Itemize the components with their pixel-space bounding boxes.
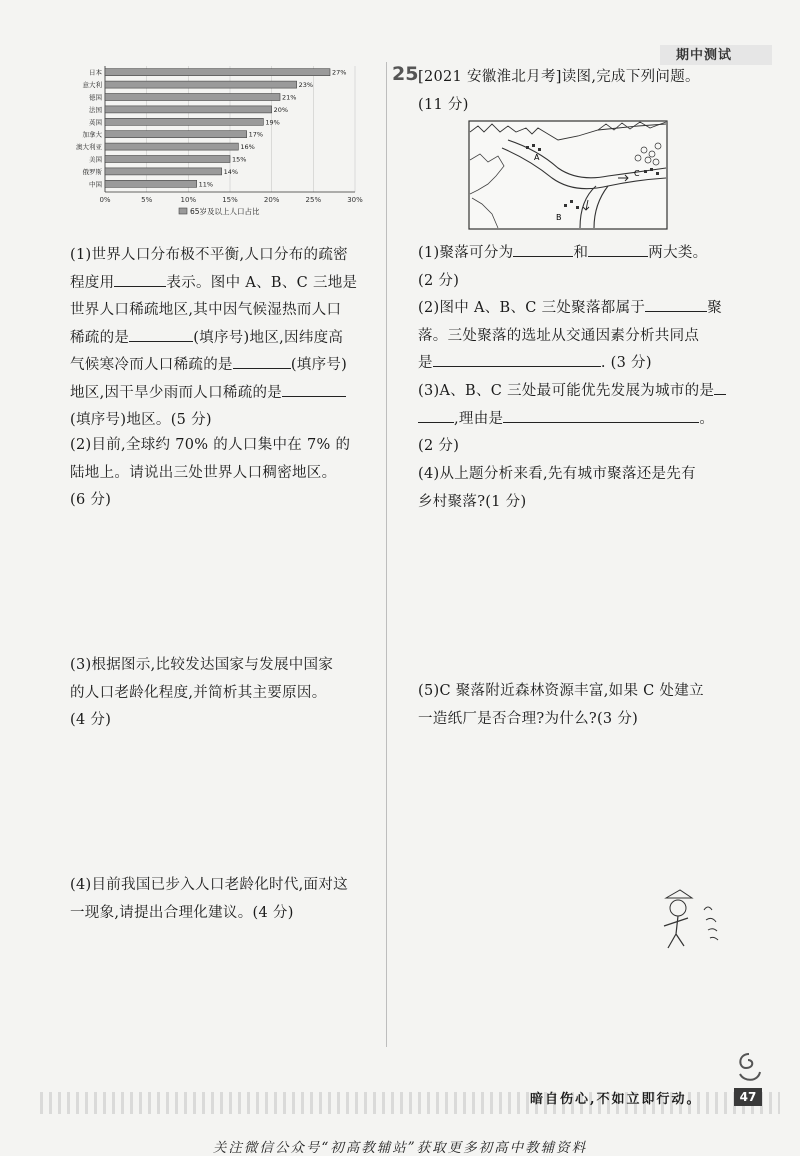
r-q2-l1a: (2)图中 A、B、C 三处聚落都属于	[418, 300, 646, 316]
chart-category-label: 德国	[89, 93, 102, 102]
chart-value-label: 23%	[298, 81, 314, 90]
q1-line5-a: 气候寒冷而人口稀疏的是	[70, 357, 233, 373]
aging-bar-chart	[75, 62, 375, 230]
motto-text: 暗自伤心,不如立即行动。	[530, 1092, 702, 1107]
chart-legend-label: 65岁及以上人口占比	[190, 207, 260, 216]
q1-line6-a: 地区,因干旱少雨而人口稀疏的是	[70, 384, 283, 401]
r-q2-blank-1[interactable]	[645, 295, 707, 312]
chart-bar	[105, 131, 247, 138]
r-q3-l2b: 。	[699, 410, 715, 427]
chart-value-label: 16%	[240, 143, 255, 152]
right-q3	[418, 378, 726, 461]
r-q2-l3b: . (3 分)	[600, 355, 652, 371]
chart-svg	[75, 62, 375, 230]
right-q1	[418, 240, 707, 295]
right-q4	[418, 461, 696, 516]
r-q1-blank-1[interactable]	[513, 240, 573, 257]
chart-x-tick-label: 10%	[180, 196, 197, 204]
footer-note: 关注微信公众号“初高教辅站”获取更多初高中教辅资料	[212, 1140, 588, 1156]
q1-line5	[70, 352, 357, 380]
chart-category-label: 日本	[89, 68, 102, 77]
question-source: [2021 安徽淮北月考]读图,完成下列问题。	[418, 69, 700, 85]
q1-blank-3[interactable]	[233, 352, 291, 369]
chart-category-label: 意大利	[82, 81, 102, 90]
q1-line1: (1)世界人口分布极不平衡,人口分布的疏密	[70, 247, 348, 263]
chart-x-tick-label: 0%	[99, 196, 111, 204]
column-divider	[386, 62, 387, 1047]
chart-category-label: 美国	[89, 155, 102, 164]
chart-bar	[105, 106, 272, 113]
map-label-b: B	[556, 213, 562, 222]
left-q2	[70, 432, 350, 515]
q1-line7: (填序号)地区。(5 分)	[70, 412, 212, 428]
chart-x-tick-label: 20%	[263, 196, 280, 204]
r-q3-line2	[418, 406, 726, 434]
cartoon-figure-image	[656, 888, 728, 950]
left-q1	[70, 242, 357, 435]
chart-category-label: 法国	[89, 105, 102, 114]
chart-value-label: 17%	[248, 130, 264, 139]
r-q1-score: (2 分)	[418, 272, 460, 289]
q1-blank-4[interactable]	[282, 380, 346, 397]
r-q2-line3	[418, 350, 722, 378]
chart-x-tick-label: 25%	[305, 196, 322, 204]
r-q2-line2: 落。三处聚落的选址从交通因素分析共同点	[418, 327, 700, 344]
chart-bar	[105, 168, 222, 175]
map-label-a: A	[534, 153, 540, 162]
r-q3-blank-1[interactable]	[418, 406, 454, 423]
q1-line2	[70, 270, 357, 298]
question-number: 25	[392, 63, 419, 85]
r-q2-blank-2[interactable]	[433, 350, 601, 367]
r-q3-score: (2 分)	[418, 438, 460, 454]
map-label-c: C	[634, 169, 640, 178]
chart-legend-swatch	[179, 208, 187, 214]
chart-category-label: 加拿大	[82, 130, 102, 139]
q2-line1: (2)目前,全球约 70% 的人口集中在 7% 的	[70, 437, 351, 453]
q1-blank-1[interactable]	[114, 270, 166, 287]
r-q3-l1: (3)A、B、C 三处最可能优先发展为城市的是	[418, 383, 715, 399]
q1-line2-a: 程度用	[70, 274, 115, 291]
chart-value-label: 21%	[282, 93, 297, 102]
r-q2-l1b: 聚	[707, 300, 722, 316]
r-q1-b: 和	[573, 245, 589, 261]
chart-bar	[105, 81, 297, 88]
left-q4	[70, 872, 348, 927]
chart-value-label: 11%	[198, 180, 214, 189]
right-intro	[418, 64, 700, 119]
q1-line2-b: 表示。图中 A、B、C 三地是	[166, 274, 358, 291]
r-q1-blank-2[interactable]	[588, 240, 648, 257]
r-q3-blank-0[interactable]	[714, 378, 726, 395]
q3-line2: 的人口老龄化程度,并简析其主要原因。	[70, 684, 327, 701]
chart-value-label: 14%	[223, 167, 239, 176]
chart-category-label: 英国	[89, 118, 102, 127]
chart-bar	[105, 156, 230, 163]
chart-category-label: 中国	[89, 180, 102, 189]
r-q3-l2a: ,理由是	[454, 410, 504, 427]
r-q4-line1: (4)从上题分析来看,先有城市聚落还是先有	[418, 466, 696, 482]
chart-x-tick-label: 5%	[141, 196, 153, 204]
chart-value-label: 27%	[332, 68, 347, 77]
chart-bar	[105, 94, 280, 101]
map-svg	[468, 120, 668, 230]
r-q2-l3a: 是	[418, 355, 433, 371]
q3-line1: (3)根据图示,比较发达国家与发展中国家	[70, 657, 334, 673]
r-q5-line2: 一造纸厂是否合理?为什么?(3 分)	[418, 710, 639, 727]
q2-line2: 陆地上。请说出三处世界人口稠密地区。	[70, 464, 337, 481]
chart-x-tick-label: 30%	[347, 196, 363, 204]
r-q5-line1: (5)C 聚落附近森林资源丰富,如果 C 处建立	[418, 683, 704, 699]
question-score: (11 分)	[418, 96, 469, 113]
r-q1-line1	[418, 240, 707, 268]
swirl-logo-icon	[734, 1050, 764, 1084]
q2-line3: (6 分)	[70, 492, 112, 508]
q1-line6	[70, 380, 357, 408]
q1-line4-a: 稀疏的是	[70, 329, 130, 346]
q4-line1: (4)目前我国已步入人口老龄化时代,面对这	[70, 877, 348, 893]
r-q2-line1	[418, 295, 722, 323]
settlement-map	[468, 120, 668, 230]
chart-x-tick-label: 15%	[222, 196, 238, 204]
chart-value-label: 20%	[273, 105, 289, 114]
chart-value-label: 19%	[265, 118, 280, 127]
right-q2	[418, 295, 722, 378]
chart-bar	[105, 69, 330, 76]
q1-line4-b: (填序号)地区,因纬度高	[193, 329, 344, 346]
q1-line5-b: (填序号)	[290, 357, 348, 373]
left-q3	[70, 652, 333, 735]
chart-category-label: 澳大利亚	[76, 143, 102, 152]
r-q1-c: 两大类。	[648, 245, 708, 261]
q1-line3: 世界人口稀疏地区,其中因气候湿热而人口	[70, 302, 342, 318]
q1-blank-2[interactable]	[129, 325, 193, 342]
chart-category-label: 俄罗斯	[82, 167, 102, 176]
r-q1-a: (1)聚落可分为	[418, 245, 514, 261]
q3-line3: (4 分)	[70, 712, 112, 728]
right-q5	[418, 678, 704, 733]
chart-bar	[105, 180, 197, 187]
page-number: 47	[734, 1088, 762, 1106]
chart-bar	[105, 143, 238, 150]
chart-value-label: 15%	[232, 155, 247, 164]
q4-line2: 一现象,请提出合理化建议。(4 分)	[70, 904, 294, 921]
r-q3-blank-2[interactable]	[503, 406, 699, 423]
page-header-title: 期中测试	[676, 48, 733, 63]
chart-bar	[105, 118, 263, 125]
q1-line4	[70, 325, 357, 353]
r-q4-line2: 乡村聚落?(1 分)	[418, 493, 527, 510]
r-q3-line1	[418, 378, 726, 406]
